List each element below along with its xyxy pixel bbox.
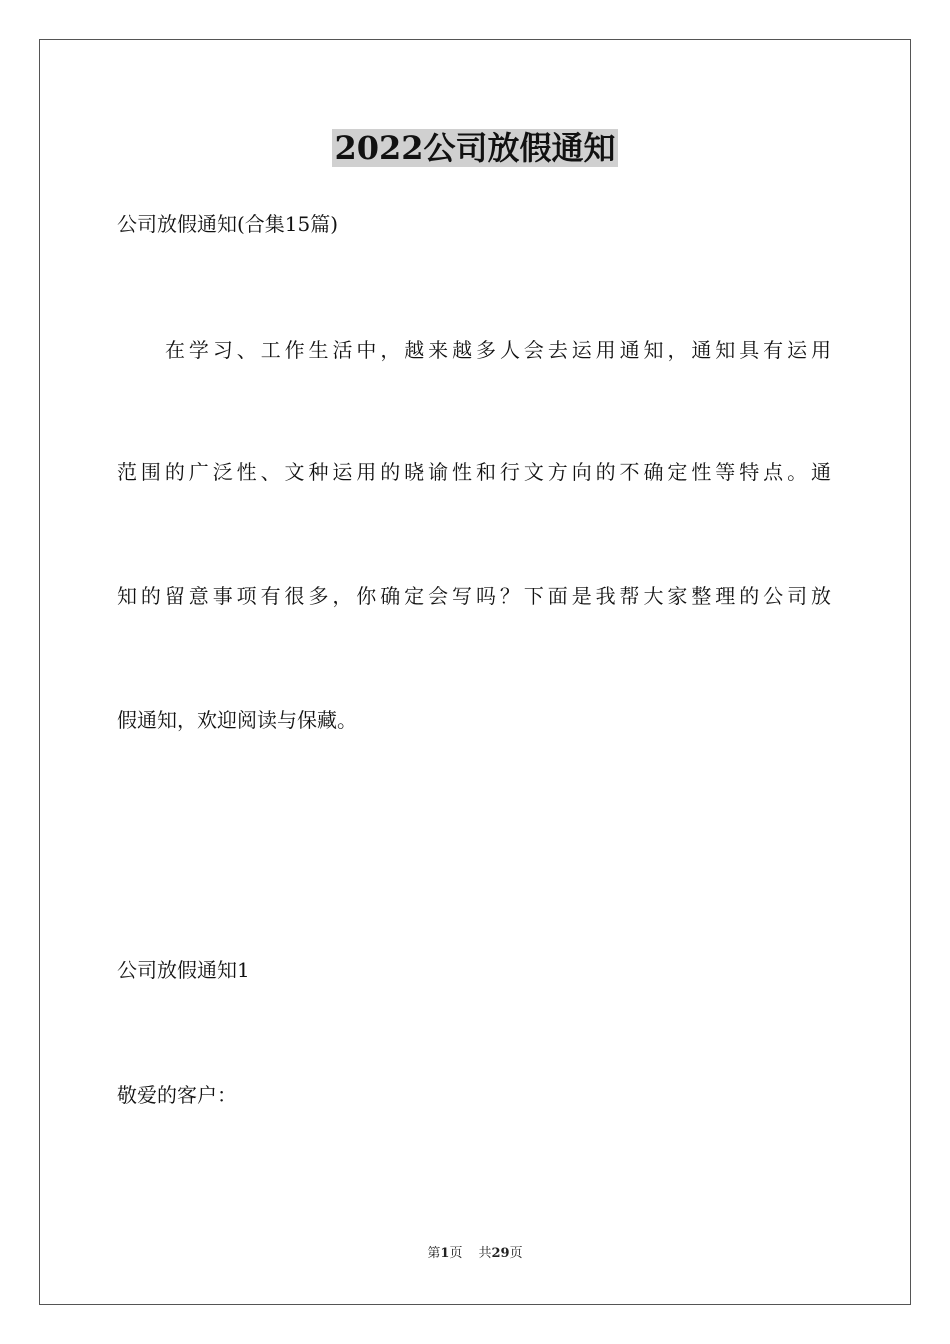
document-title xyxy=(0,127,950,169)
intro-line-4: 假通知，欢迎阅读与保藏。 xyxy=(117,708,357,732)
intro-line-1: 在学习、工作生活中，越来越多人会去运用通知，通知具有运用 xyxy=(165,338,831,362)
section-heading: 公司放假通知1 xyxy=(117,958,250,982)
salutation: 敬爱的客户： xyxy=(117,1083,237,1107)
footer-page-unit: 页 xyxy=(449,1246,463,1261)
intro-line-3: 知的留意事项有很多，你确定会写吗？下面是我帮大家整理的公司放 xyxy=(117,584,831,608)
document-subtitle: 公司放假通知(合集15篇) xyxy=(117,212,339,236)
footer-total-unit: 页 xyxy=(509,1246,523,1261)
page-footer xyxy=(0,1245,950,1263)
footer-page-number: 1 xyxy=(440,1246,450,1261)
footer-total-prefix: 共 xyxy=(478,1246,492,1261)
footer-prefix: 第 xyxy=(427,1246,441,1261)
footer-total-pages: 29 xyxy=(491,1246,510,1261)
document-title-text: 2022公司放假通知 xyxy=(334,129,616,167)
intro-line-2: 范围的广泛性、文种运用的晓谕性和行文方向的不确定性等特点。通 xyxy=(117,460,831,484)
